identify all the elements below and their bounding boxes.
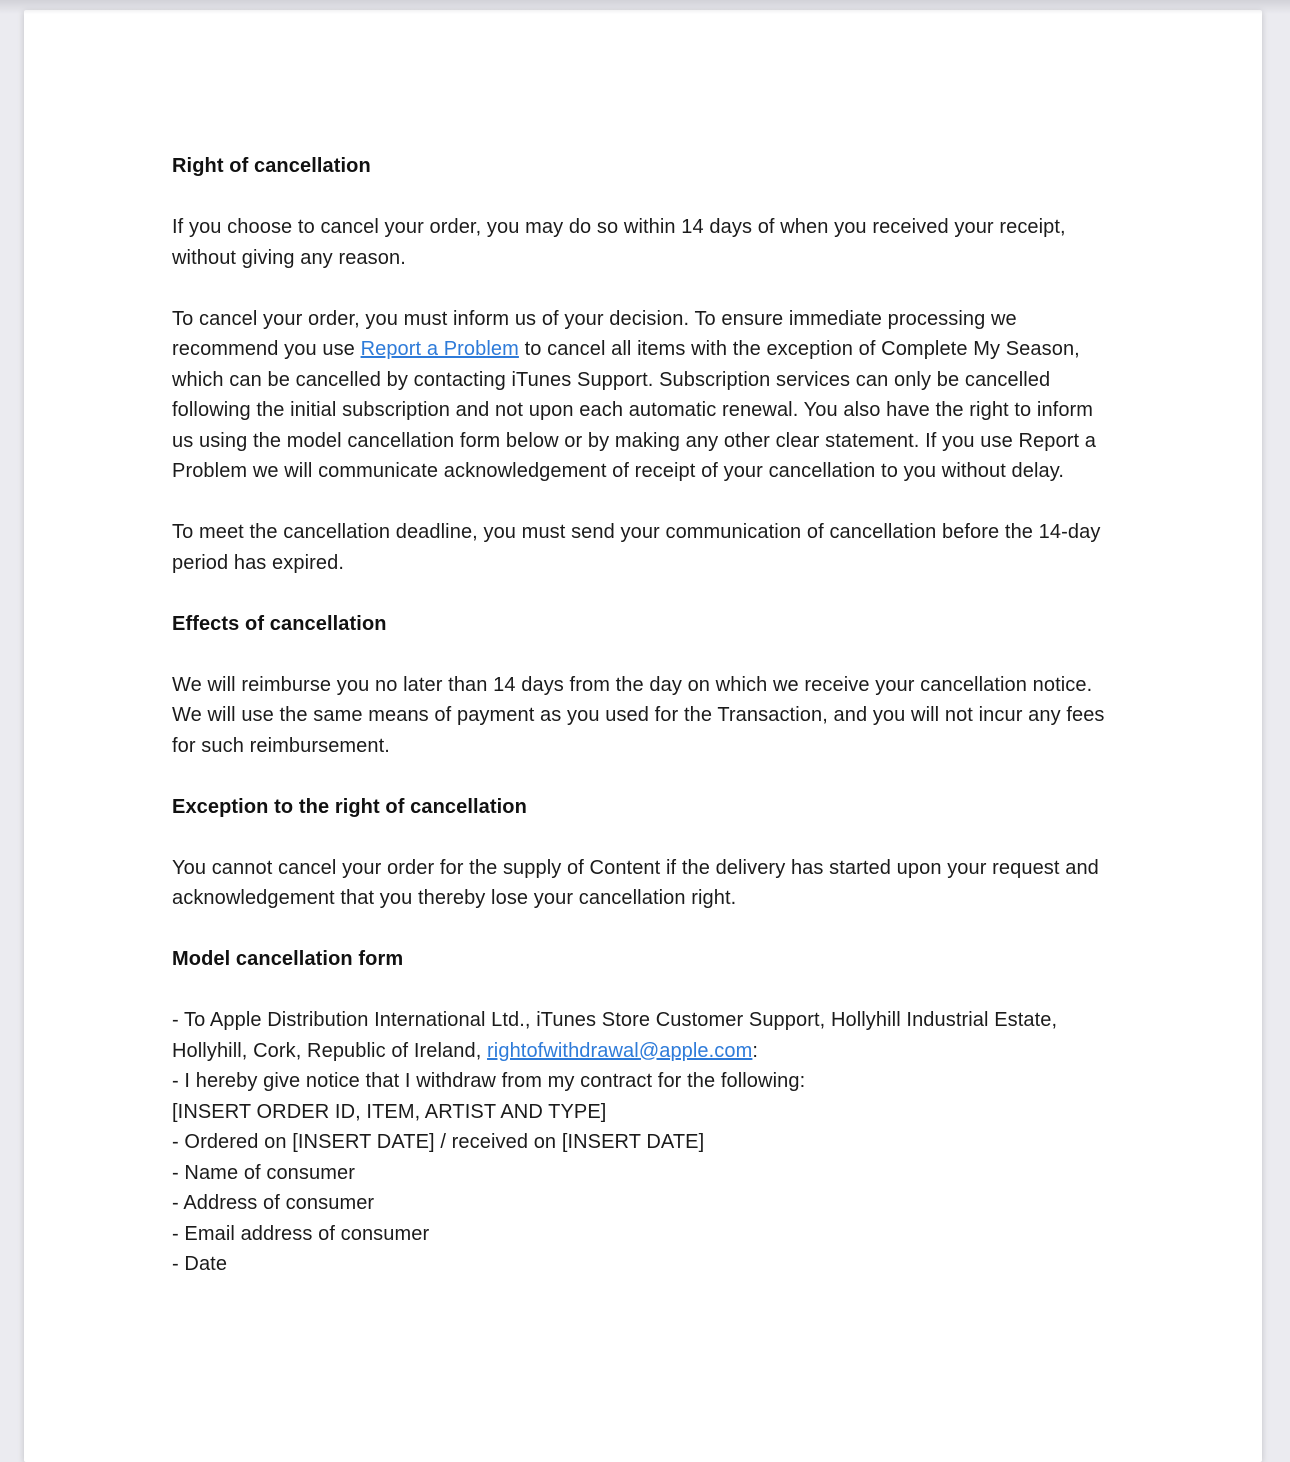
form-line-addressee-text: - To Apple Distribution International Ltd., iTunes Store Customer Support, Hollyhill Industrial Estate, Hollyhill, Cork, Republic of Ireland, xyxy=(172,1009,1058,1062)
withdrawal-email-link[interactable]: rightofwithdrawal@apple.com xyxy=(487,1039,753,1062)
form-line-email: - Email address of consumer xyxy=(172,1222,430,1245)
form-line-order-placeholder: [INSERT ORDER ID, ITEM, ARTIST AND TYPE] xyxy=(172,1100,607,1123)
para-how-to-cancel xyxy=(172,304,1114,487)
report-a-problem-link[interactable]: Report a Problem xyxy=(360,338,519,360)
document-content xyxy=(24,10,1262,1280)
heading-effects-of-cancellation: Effects of cancellation xyxy=(172,612,387,635)
form-line-date: - Date xyxy=(172,1253,228,1275)
heading-right-of-cancellation: Right of cancellation xyxy=(172,155,371,177)
form-line-name: - Name of consumer xyxy=(172,1161,355,1184)
para-cancel-window: If you choose to cancel your order, you may do so within 14 days of when you received your receipt, without giving any reason. xyxy=(172,216,1066,269)
para-no-cancel: You cannot cancel your order for the supply of Content if the delivery has started upon your request and acknowledgement that you thereby lose your cancellation right. xyxy=(172,856,1099,909)
form-line-notice: - I hereby give notice that I withdraw from my contract for the following: xyxy=(172,1070,806,1092)
model-cancellation-form-block xyxy=(172,1005,1114,1280)
para-reimburse: We will reimburse you no later than 14 days from the day on which we receive your cancellation notice. We will use the same means of payment as you used for the Transaction, and you will not incur any fees for such reimbursement. xyxy=(172,673,1105,757)
form-line-dates: - Ordered on [INSERT DATE] / received on [INSERT DATE] xyxy=(172,1131,705,1153)
document-page xyxy=(24,10,1262,1462)
para-deadline: To meet the cancellation deadline, you must send your communication of cancellation before the 14-day period has expired. xyxy=(172,521,1101,574)
para-how-to-cancel-text-after: to cancel all items with the exception of Complete My Season, which can be cancelled by contacting iTunes Support. Subscription services can only be cancelled following the initial subscription and not upon each automatic renewal. You also have the right to inform us using the model cancellation form below or by making any other clear statement. If you use Report a Problem we will communicate acknowledgement of receipt of your cancellation to you without delay. xyxy=(172,338,1097,482)
heading-exception-to-right-of-cancellation: Exception to the right of cancellation xyxy=(172,795,527,818)
form-line-address: - Address of consumer xyxy=(172,1192,375,1214)
form-line-addressee xyxy=(172,1005,1114,1066)
form-line-addressee-colon: : xyxy=(752,1039,759,1062)
heading-model-cancellation-form: Model cancellation form xyxy=(172,948,404,970)
para-how-to-cancel-text-before: To cancel your order, you must inform us of your decision. To ensure immediate processing we recommend you use xyxy=(172,307,1017,360)
